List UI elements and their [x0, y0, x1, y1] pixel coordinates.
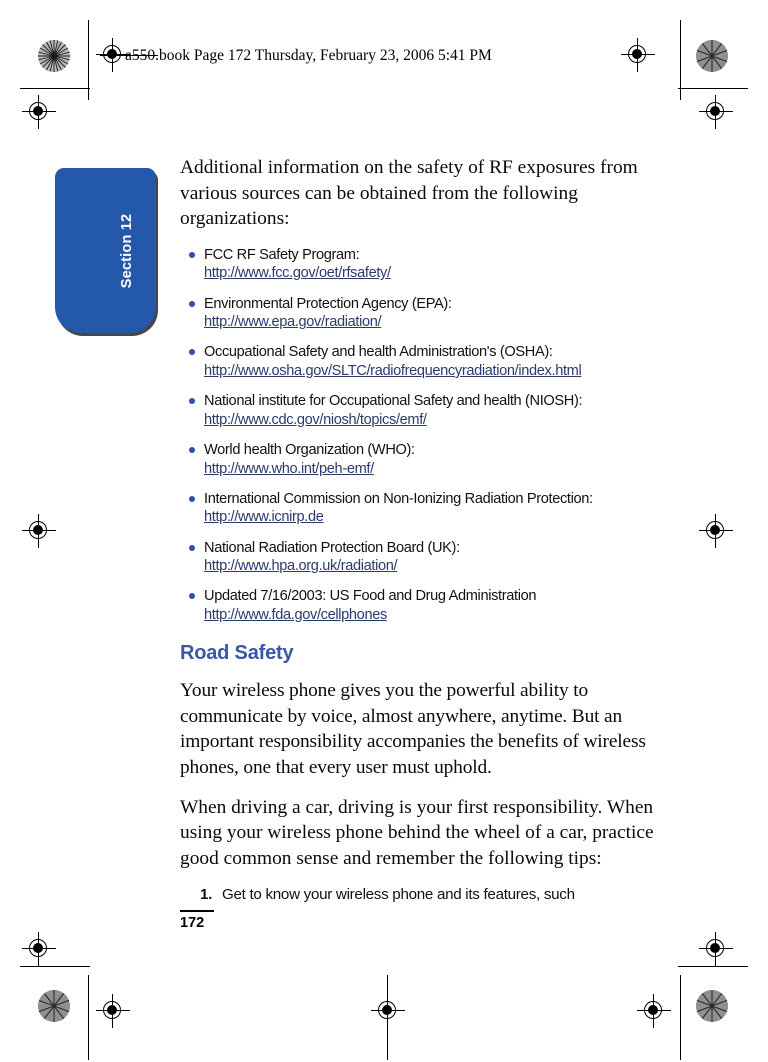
starburst-registration-mark-bottom-right	[696, 990, 728, 1022]
page-number: 172	[180, 915, 205, 931]
crosshair-registration-mark-left-lower	[22, 932, 56, 966]
organization-name: Updated 7/16/2003: US Food and Drug Administration	[204, 588, 537, 605]
organization-name: World health Organization (WHO):	[204, 441, 415, 458]
trim-line-horizontal-top-right	[678, 88, 748, 89]
crosshair-registration-mark-left-upper	[22, 95, 56, 129]
bullet-icon	[189, 496, 195, 502]
list-item-label: Get to know your wireless phone and its features, such	[222, 886, 575, 904]
trim-line-horizontal-bottom-right	[678, 966, 748, 967]
section-tab-label: Section 12	[119, 213, 135, 288]
organization-name: FCC RF Safety Program:	[204, 246, 360, 263]
file-header-slug: a550.book Page 172 Thursday, February 23, 2006 5:41 PM	[125, 47, 492, 64]
list-item	[204, 392, 675, 429]
list-item	[204, 539, 675, 576]
bullet-icon	[189, 349, 195, 355]
section-tab	[55, 168, 156, 333]
crosshair-registration-mark-right-middle	[699, 514, 733, 548]
bullet-icon	[189, 593, 195, 599]
list-item	[204, 246, 675, 283]
organization-link[interactable]: http://www.icnirp.de	[204, 509, 324, 526]
organization-name: International Commission on Non-Ionizing Radiation Protection:	[204, 490, 593, 507]
bullet-icon	[189, 447, 195, 453]
trim-line-vertical-center-bottom	[387, 975, 388, 1060]
crosshair-registration-mark-bottom-center	[371, 994, 405, 1028]
page-title: Road Safety	[180, 642, 294, 665]
organization-name: Occupational Safety and health Administration's (OSHA):	[204, 344, 553, 361]
starburst-registration-mark-bottom-left	[38, 990, 70, 1022]
footer-divider	[180, 910, 214, 912]
crosshair-registration-mark-top-right	[621, 38, 655, 72]
bullet-icon	[189, 252, 195, 258]
starburst-registration-mark-top-left	[38, 40, 70, 72]
organization-link[interactable]: http://www.osha.gov/SLTC/radiofrequencyradiation/index.html	[204, 362, 582, 379]
organization-link[interactable]: http://www.cdc.gov/niosh/topics/emf/	[204, 411, 427, 428]
starburst-registration-mark-top-right	[696, 40, 728, 72]
bullet-icon	[189, 398, 195, 404]
crosshair-registration-mark-right-upper	[699, 95, 733, 129]
organization-link[interactable]: http://www.fda.gov/cellphones	[204, 606, 387, 623]
list-item	[200, 885, 675, 905]
road-safety-paragraph-1: Your wireless phone gives you the powerful ability to communicate by voice, almost anywhere, anytime. But an important responsibility accompanies the benefits of wireless phones, one that every user must uphold.	[180, 680, 646, 778]
bullet-icon	[189, 301, 195, 307]
organization-name: National Radiation Protection Board (UK):	[204, 539, 460, 556]
trim-line-vertical-right-bottom	[680, 975, 681, 1060]
tips-list	[180, 885, 675, 905]
trim-line-horizontal-top-left	[20, 88, 90, 89]
organization-link[interactable]: http://www.fcc.gov/oet/rfsafety/	[204, 265, 391, 282]
list-item	[204, 343, 675, 380]
list-item	[204, 441, 675, 478]
organization-name: Environmental Protection Agency (EPA):	[204, 295, 452, 312]
list-item-number: 1.	[200, 886, 213, 904]
organization-link[interactable]: http://www.hpa.org.uk/radiation/	[204, 558, 398, 575]
bullet-icon	[189, 545, 195, 551]
trim-line-horizontal-bottom-left	[20, 966, 90, 967]
list-item	[204, 490, 675, 527]
list-item	[204, 587, 675, 624]
page-content	[180, 155, 675, 905]
organization-list	[180, 246, 675, 624]
crosshair-registration-mark-right-lower	[699, 932, 733, 966]
organization-link[interactable]: http://www.epa.gov/radiation/	[204, 314, 382, 331]
crosshair-registration-mark-bottom-left	[96, 994, 130, 1028]
trim-line-vertical-left-bottom	[88, 975, 89, 1060]
organization-link[interactable]: http://www.who.int/peh-emf/	[204, 460, 374, 477]
organization-name: National institute for Occupational Safety and health (NIOSH):	[204, 393, 583, 410]
intro-paragraph: Additional information on the safety of RF exposures from various sources can be obtained from the following organizations:	[180, 157, 638, 230]
crosshair-registration-mark-bottom-right	[637, 994, 671, 1028]
list-item	[204, 295, 675, 332]
crosshair-registration-mark-left-middle	[22, 514, 56, 548]
road-safety-paragraph-2: When driving a car, driving is your first responsibility. When using your wireless phone behind the wheel of a car, practice good common sense and remember the following tips:	[180, 796, 654, 869]
